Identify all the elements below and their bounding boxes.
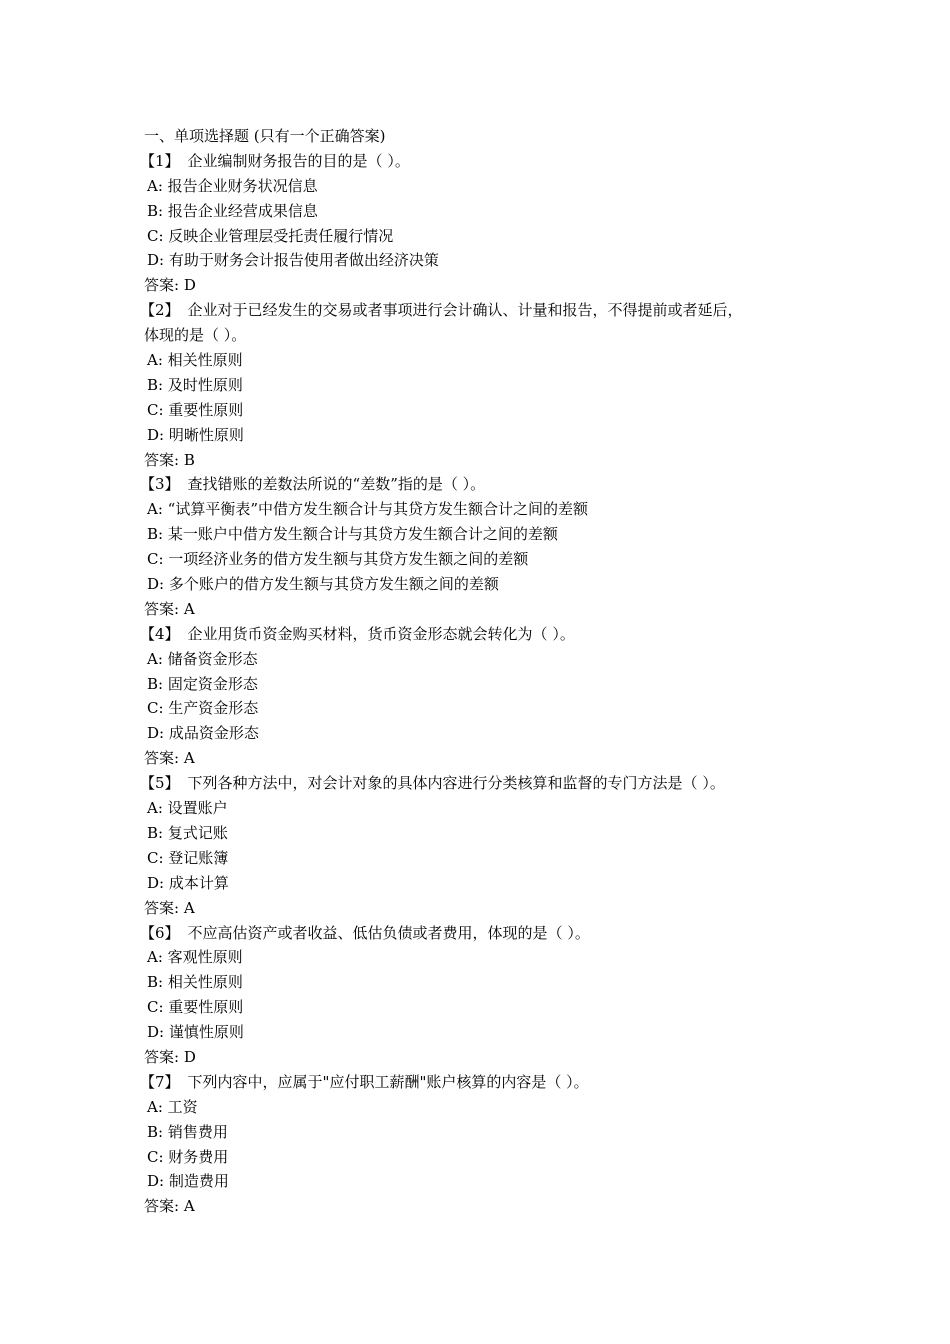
question-number: 【6】 [140, 923, 180, 942]
question-stem [140, 472, 834, 497]
answer: 答案: D [144, 276, 196, 295]
answer: 答案: B [144, 450, 195, 469]
option-c: C: 财务费用 [147, 1147, 229, 1166]
question-stem [140, 149, 834, 174]
option-b: B: 固定资金形态 [147, 674, 258, 693]
question-stem [140, 921, 834, 946]
question-text: 查找错账的差数法所说的“差数”指的是（ ）。 [187, 475, 486, 494]
option-d: D: 制造费用 [147, 1172, 229, 1191]
question-text: 不应高估资产或者收益、低估负债或者费用，体现的是（ ）。 [187, 923, 590, 942]
question-number: 【7】 [140, 1072, 180, 1091]
question-text: 下列内容中，应属于"应付职工薪酬"账户核算的内容是（ ）。 [187, 1072, 589, 1091]
question-number: 【1】 [140, 151, 180, 170]
option-c: C: 生产资金形态 [147, 699, 259, 718]
question-stem [140, 622, 834, 647]
option-c: C: 重要性原则 [147, 998, 244, 1017]
question-stem [140, 1070, 834, 1095]
option-a: A: 客观性原则 [147, 948, 243, 967]
answer: 答案: D [144, 1047, 196, 1066]
question-text: 企业编制财务报告的目的是（ ）。 [187, 151, 410, 170]
answer: 答案: A [144, 749, 195, 768]
document-content [140, 124, 834, 1219]
question-stem [140, 771, 834, 796]
option-b: B: 相关性原则 [147, 973, 243, 992]
option-d: D: 明晰性原则 [147, 425, 244, 444]
question-number: 【4】 [140, 624, 180, 643]
question-stem [140, 298, 834, 323]
option-b: B: 复式记账 [147, 823, 228, 842]
option-d: D: 谨慎性原则 [147, 1023, 244, 1042]
question-5 [140, 771, 834, 920]
option-c: C: 重要性原则 [147, 400, 244, 419]
answer: 答案: A [144, 1197, 195, 1216]
section-title: 一、单项选择题 (只有一个正确答案) [144, 127, 386, 145]
question-text: 企业用货币资金购买材料，货币资金形态就会转化为（ ）。 [187, 624, 575, 643]
option-a: A: 报告企业财务状况信息 [147, 176, 318, 195]
option-a: A: “试算平衡表”中借方发生额合计与其贷方发生额合计之间的差额 [147, 500, 588, 519]
option-b: B: 报告企业经营成果信息 [147, 201, 318, 220]
option-b: B: 某一账户中借方发生额合计与其贷方发生额合计之间的差额 [147, 525, 558, 544]
question-number: 【2】 [140, 301, 180, 320]
option-d: D: 多个账户的借方发生额与其贷方发生额之间的差额 [147, 575, 499, 594]
option-a: A: 工资 [147, 1097, 198, 1116]
question-2 [140, 298, 834, 472]
option-c: C: 反映企业管理层受托责任履行情况 [147, 226, 394, 245]
question-text-continued: 体现的是（ ）。 [144, 326, 247, 345]
question-7 [140, 1070, 834, 1219]
answer: 答案: A [144, 599, 195, 618]
answer: 答案: A [144, 898, 195, 917]
option-c: C: 一项经济业务的借方发生额与其贷方发生额之间的差额 [147, 550, 529, 569]
option-a: A: 储备资金形态 [147, 649, 258, 668]
question-text: 企业对于已经发生的交易或者事项进行会计确认、计量和报告，不得提前或者延后， [187, 301, 743, 320]
option-d: D: 成品资金形态 [147, 724, 259, 743]
question-number: 【3】 [140, 475, 180, 494]
option-b: B: 销售费用 [147, 1122, 228, 1141]
question-6 [140, 921, 834, 1070]
option-a: A: 相关性原则 [147, 351, 243, 370]
option-d: D: 有助于财务会计报告使用者做出经济决策 [147, 251, 439, 270]
option-d: D: 成本计算 [147, 873, 229, 892]
option-a: A: 设置账户 [147, 799, 228, 818]
question-4 [140, 622, 834, 771]
option-b: B: 及时性原则 [147, 375, 243, 394]
question-number: 【5】 [140, 774, 180, 793]
option-c: C: 登记账簿 [147, 848, 229, 867]
question-text: 下列各种方法中，对会计对象的具体内容进行分类核算和监督的专门方法是（ ）。 [187, 774, 725, 793]
question-3 [140, 472, 834, 621]
question-1 [140, 149, 834, 298]
